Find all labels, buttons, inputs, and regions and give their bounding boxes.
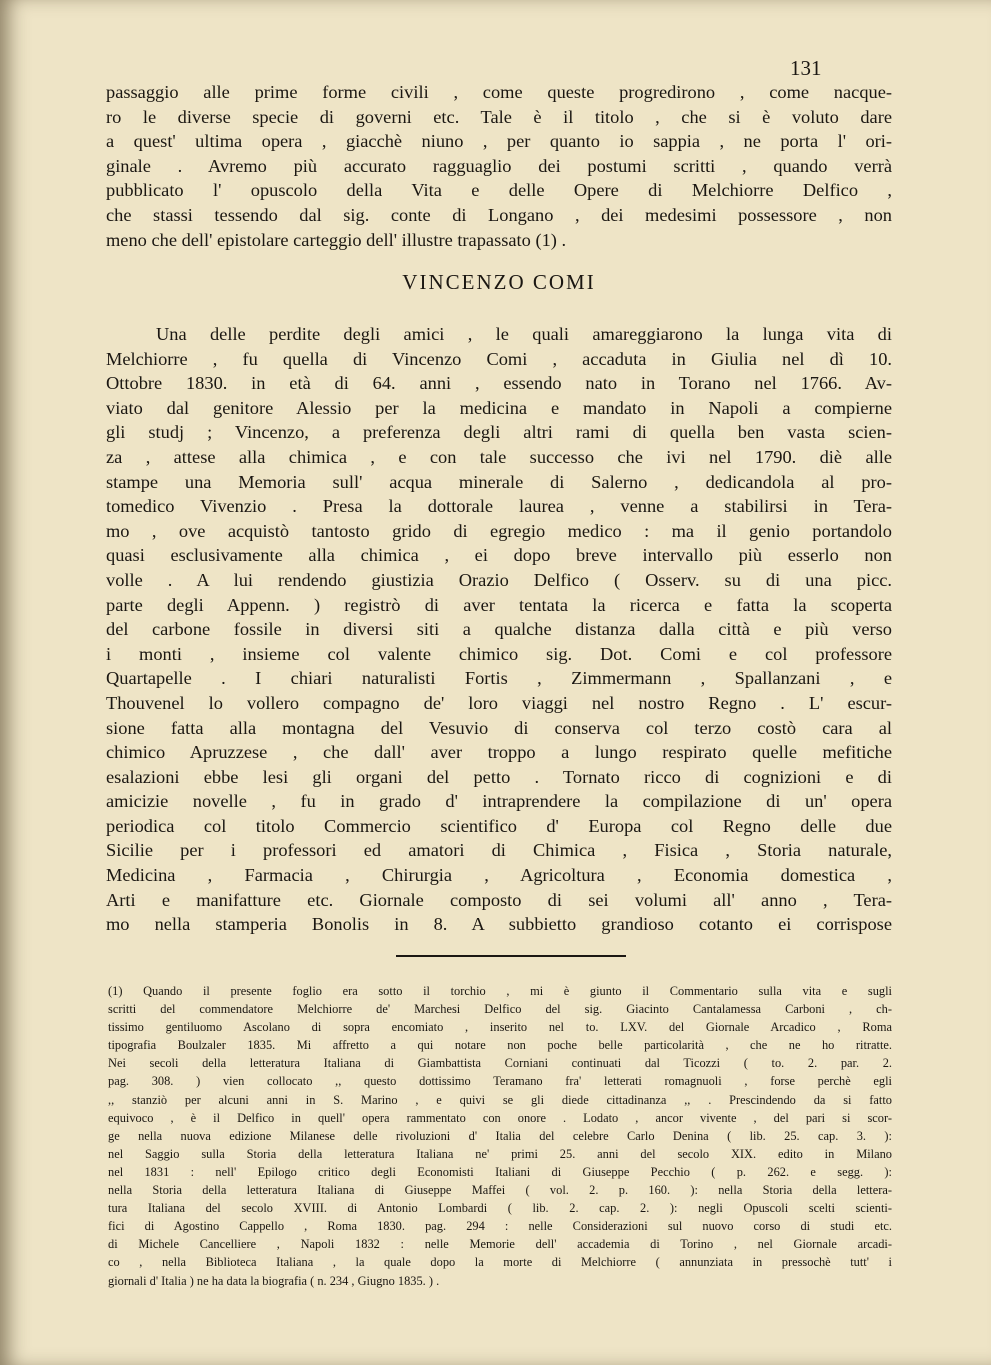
text-line: volle . A lui rendendo giustizia Orazio Delfico ( Osserv. su di una picc. bbox=[106, 569, 892, 590]
text-line: stampe una Memoria sull' acqua minerale di Salerno , dedicandola al pro- bbox=[106, 471, 892, 492]
text-line: chimico Apruzzese , che dall' aver troppo a lungo respirato quelle mefitiche bbox=[106, 742, 892, 763]
footnote-line: equivoco , è il Delfico in quell' opera rammentato con onore . Lodato , ancor vivente , del pari si scor- bbox=[108, 1110, 892, 1125]
text-line: amicizie novelle , fu in grado d' intraprendere la compilazione di un' opera bbox=[106, 791, 892, 812]
text-line: passaggio alle prime forme civili , come queste progredirono , come nacque- bbox=[106, 82, 892, 102]
footnote-line: nel 1831 : nell' Epilogo critico degli Economisti Italiani di Giuseppe Pecchio ( p. 262. e segg. ): bbox=[108, 1164, 892, 1179]
text-line: Medicina , Farmacia , Chirurgia , Agricoltura , Economia domestica , bbox=[106, 865, 892, 886]
main-paragraph bbox=[106, 322, 892, 937]
text-line: esalazioni ebbe lesi gli organi del petto . Tornato ricco di cognizioni e di bbox=[106, 766, 892, 787]
footnote-rule bbox=[396, 955, 626, 957]
page-number: 131 bbox=[790, 56, 822, 80]
footnote-line: tura Italiana del secolo XVIII. di Antonio Lombardi ( lib. 2. cap. 2. ): negli Opuscoli scelti scienti- bbox=[108, 1201, 892, 1216]
text-line: periodica col titolo Commercio scientifico d' Europa col Regno delle due bbox=[106, 815, 892, 836]
text-line: meno che dell' epistolare carteggio dell' illustre trapassato (1) . bbox=[106, 229, 567, 250]
footnote-line: ge nella nuova edizione Milanese delle rivoluzioni d' Italia del celebre Carlo Denina ( lib. 25. cap. 3. ): bbox=[108, 1128, 892, 1143]
text-line: pubblicato l' opuscolo della Vita e delle Opere di Melchiorre Delfico , bbox=[106, 180, 892, 201]
footnote-line: nel Saggio sulla Storia della letteratura Italiana ne' primi 25. anni del secolo XIX. edito in Milano bbox=[108, 1146, 892, 1161]
text-line: a quest' ultima opera , giacchè niuno , per quanto io sappia , ne porta l' ori- bbox=[106, 131, 892, 152]
text-line: Una delle perdite degli amici , le quali amareggiarono la lunga vita di bbox=[156, 324, 892, 344]
footnote-line: fici di Agostino Cappello , Roma 1830. pag. 294 : nelle Considerazioni sul nuovo corso di studi etc. bbox=[108, 1219, 892, 1234]
text-line: Arti e manifatture etc. Giornale composto di sei volumi all' anno , Tera- bbox=[106, 889, 892, 910]
text-line: quasi esclusivamente alla chimica , ei dopo breve intervallo più esserlo non bbox=[106, 545, 892, 566]
footnote-line: scritti del commendatore Melchiorre de' Marchesi Delfico del sig. Giacinto Cantalamessa Carboni , ch- bbox=[108, 1002, 892, 1017]
text-line: mo nella stamperia Bonolis in 8. A subbietto grandioso cotanto ei corrispose bbox=[106, 914, 892, 935]
text-line: Ottobre 1830. in età di 64. anni , essendo nato in Torano nel 1766. Av- bbox=[106, 373, 892, 394]
footnote bbox=[108, 982, 892, 1290]
text-line: i monti , insieme col valente chimico sig. Dot. Comi e col professore bbox=[106, 643, 892, 664]
text-line: tomedico Vivenzio . Presa la dottorale laurea , venne a stabilirsi in Tera- bbox=[106, 496, 892, 517]
section-heading: VINCENZO COMI bbox=[402, 270, 596, 294]
footnote-line: tipografia Boulzaler 1835. Mi affretto a qui notare non poche belle particolarità , che ne ho ritratte. bbox=[108, 1038, 892, 1053]
text-line: sione fatta alla montagna del Vesuvio di conserva col terzo costò cara al bbox=[106, 717, 892, 738]
text-line: parte degli Appenn. ) registrò di aver tentata la ricerca e fatta la scoperta bbox=[106, 594, 892, 615]
footnote-line: nella Storia della letteratura Italiana di Giuseppe Maffei ( vol. 2. p. 160. ): nella Storia della lettera- bbox=[108, 1183, 892, 1198]
text-line: Sicilie per i professori ed amatori di Chimica , Fisica , Storia naturale, bbox=[106, 840, 892, 861]
text-line: Quartapelle . I chiari naturalisti Fortis , Zimmermann , Spallanzani , e bbox=[106, 668, 892, 689]
footnote-line: giornali d' Italia ) ne ha data la biografia ( n. 234 , Giugno 1835. ) . bbox=[108, 1273, 440, 1288]
footnote-line: Nei secoli della letteratura Italiana di Giambattista Corniani continuati dal Ticozzi ( to. 2. par. 2. bbox=[108, 1056, 892, 1071]
footnote-line: di Michele Cancelliere , Napoli 1832 : nelle Memorie dell' accademia di Torino , nel Giornale arcadi- bbox=[108, 1237, 892, 1252]
text-line: gli studj ; Vincenzo, a preferenza degli altri rami di quella ben vasta scien- bbox=[106, 422, 892, 443]
intro-paragraph bbox=[106, 80, 892, 252]
text-line: Thouvenel lo vollero compagno de' loro viaggi nel nostro Regno . L' escur- bbox=[106, 692, 892, 713]
text-line: Melchiorre , fu quella di Vincenzo Comi , accaduta in Giulia nel dì 10. bbox=[106, 348, 892, 369]
footnote-line: ,, stanziò per alcuni anni in S. Marino , e quivi se gli diede cittadinanza ,, . Prescindendo da si fatto bbox=[108, 1092, 892, 1107]
footnote-line: tissimo gentiluomo Ascolano di sopra encomiato , inserito nel to. LXV. del Giornale Arcadico , Roma bbox=[108, 1020, 892, 1035]
footnote-line: (1) Quando il presente foglio era sotto il torchio , mi è giunto il Commentario sulla vita e sugli bbox=[108, 984, 892, 998]
text-line: za , attese alla chimica , e con tale successo che ivi nel 1790. diè alle bbox=[106, 446, 892, 467]
text-line: che stassi tessendo dal sig. conte di Longano , dei medesimi possessore , non bbox=[106, 204, 892, 225]
text-line: ginale . Avremo più accurato ragguaglio dei postumi scritti , quando verrà bbox=[106, 155, 892, 176]
text-line: mo , ove acquistò tantosto grido di egregio medico : ma il genio portandolo bbox=[106, 520, 892, 541]
footnote-line: co , nella Biblioteca Italiana , la quale dopo la morte di Melchiorre ( annunziata in pressochè tutt' i bbox=[108, 1255, 892, 1270]
text-line: viato dal genitore Alessio per la medicina e mandato in Napoli a compierne bbox=[106, 397, 892, 418]
text-line: ro le diverse specie di governi etc. Tale è il titolo , che si è voluto dare bbox=[106, 106, 892, 127]
text-line: del carbone fossile in diversi siti a qualche distanza dalla città e più verso bbox=[106, 619, 892, 640]
footnote-line: pag. 308. ) vien collocato ,, questo dottissimo Teramano fra' letterati romagnuoli , forse perchè egli bbox=[108, 1074, 892, 1089]
